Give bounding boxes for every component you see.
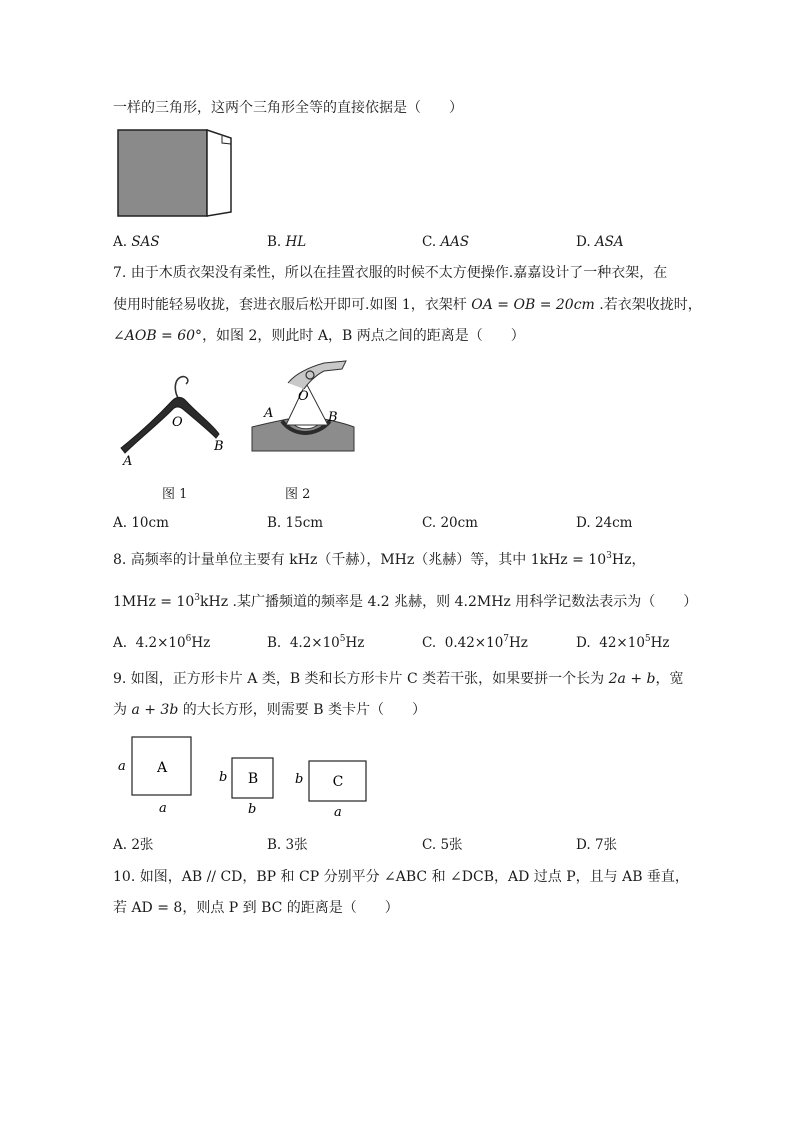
q7-option-a[interactable]: A. 10cm [113, 515, 169, 531]
q9-option-c[interactable]: C. 5张 [422, 837, 463, 853]
q9-line-1: 9. 如图，正方形卡片 A 类，B 类和长方形卡片 C 类若干张，如果要拼一个长为 2a + b，宽 [113, 671, 684, 687]
fig1-label-o: O [172, 415, 183, 430]
q7-line-1: 7. 由于木质衣架没有柔性，所以在挂置衣服的时候不太方便操作.嘉嘉设计了一种衣架，在 [113, 265, 668, 281]
card-a-label: A [156, 760, 168, 776]
q6-option-b[interactable]: B. HL [267, 234, 307, 250]
q8-option-a[interactable]: A. $4.2\times 10^6Hz$ [113, 634, 211, 651]
q8-option-b[interactable]: B. $4.2\times 10^5Hz$ [267, 634, 365, 651]
q10-line-2: 若 AD = 8，则点 P 到 BC 的距离是（ ） [113, 900, 399, 916]
q7-figure-2-hanger-in-shirt [248, 357, 360, 463]
q8-option-d[interactable]: D. $42\times 10^5Hz$ [576, 634, 670, 651]
q8-line-2: $1MHz = 10^3kHz$ .某广播频道的频率是 4.2 兆赫，则 4.2MHz 用科学记数法表示为（ ） [113, 593, 698, 610]
q7-figure-1-caption: 图 1 [162, 487, 188, 502]
q9-cards-figure [112, 733, 382, 823]
card-c-label: C [332, 774, 344, 790]
q8-option-c[interactable]: C. $0.42\times 10^7Hz$ [422, 634, 528, 651]
q9-option-a[interactable]: A. 2张 [113, 837, 154, 853]
q7-option-c[interactable]: C. 20cm [422, 515, 478, 531]
q7-figure-1-hanger [116, 368, 234, 468]
q7-line-3: ∠AOB = 60°，如图 2，则此时 A，B 两点之间的距离是（ ） [113, 328, 525, 344]
q8-line-1: 8. 高频率的计量单位主要有 kHz（千赫），MHz（兆赫）等，其中 $1kHz = 10^3Hz$， [113, 551, 646, 568]
fig2-label-b: B [328, 410, 338, 425]
card-a-bottom: a [159, 801, 167, 816]
q6-figure-square-and-flap [114, 126, 238, 220]
card-b-bottom: b [248, 802, 257, 817]
fig1-label-a: A [123, 454, 133, 468]
q6-option-a[interactable]: A. SAS [113, 234, 160, 250]
q6-stem-end: 一样的三角形，这两个三角形全等的直接依据是（ ） [113, 100, 463, 116]
q9-option-b[interactable]: B. 3张 [267, 837, 308, 853]
q7-figure-2-caption: 图 2 [285, 487, 311, 502]
q9-line-2: 为 a + 3b 的大长方形，则需要 B 类卡片（ ） [113, 702, 426, 718]
card-b-side: b [219, 770, 228, 785]
q6-option-d[interactable]: D. ASA [576, 234, 624, 250]
fig2-label-a: A [264, 406, 274, 421]
fig1-label-b: B [214, 439, 224, 454]
q7-option-b[interactable]: B. 15cm [267, 515, 324, 531]
q7-line-2: 使用时能轻易收拢，套进衣服后松开即可.如图 1，衣架杆 OA = OB = 20cm .若衣架收拢时， [113, 297, 702, 313]
fig2-label-o: O [298, 389, 309, 404]
card-b-label: B [247, 771, 259, 787]
card-c-side: b [295, 772, 304, 787]
q10-line-1: 10. 如图，AB // CD，BP 和 CP 分别平分 ∠ABC 和 ∠DCB，AD 过点 P，且与 AB 垂直， [113, 869, 689, 885]
card-c-bottom: a [334, 805, 342, 820]
q7-option-d[interactable]: D. 24cm [576, 515, 633, 531]
q9-option-d[interactable]: D. 7张 [576, 837, 618, 853]
card-a-side: a [118, 759, 126, 774]
q6-option-c[interactable]: C. AAS [422, 234, 470, 250]
